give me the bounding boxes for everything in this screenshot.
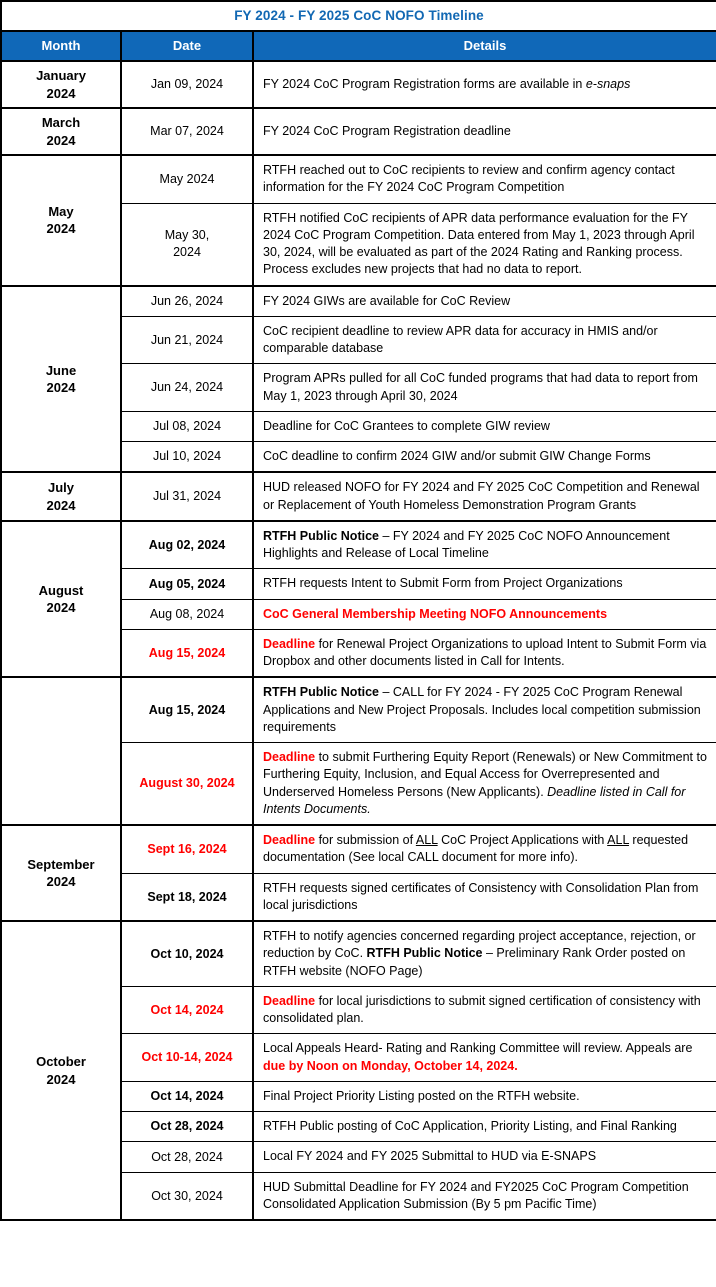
details-cell (253, 286, 716, 317)
date-cell: Aug 08, 2024 (121, 599, 253, 629)
details-text-segment: e-snaps (585, 76, 631, 91)
details-cell (253, 921, 716, 986)
month-cell: January 2024 (1, 61, 121, 108)
page-title: FY 2024 - FY 2025 CoC NOFO Timeline (1, 1, 716, 31)
details-cell (253, 108, 716, 155)
details-text-segment: Local Appeals Heard- Rating and Ranking Committee will review. Appeals are (263, 1041, 693, 1056)
date-cell: Jun 24, 2024 (121, 364, 253, 412)
table-row (1, 61, 716, 108)
date-cell: Oct 14, 2024 (121, 1081, 253, 1111)
details-cell (253, 677, 716, 742)
date-cell: Sept 18, 2024 (121, 873, 253, 921)
details-text-segment: RTFH Public Notice (263, 685, 379, 700)
details-text-segment: RTFH Public posting of CoC Application, Priority Listing, and Final Ranking (263, 1119, 677, 1134)
table-row (1, 155, 716, 203)
details-text-segment: HUD Submittal Deadline for FY 2024 and FY2025 CoC Program Competition Consolidated Application Submission (By 5 pm Pacific Time) (263, 1179, 689, 1211)
details-text-segment: ALL (607, 833, 629, 848)
column-header-date: Date (121, 31, 253, 61)
date-cell: Jun 21, 2024 (121, 316, 253, 364)
details-cell (253, 1172, 716, 1220)
table-row (1, 521, 716, 569)
date-cell: Aug 02, 2024 (121, 521, 253, 569)
date-cell: August 30, 2024 (121, 743, 253, 826)
month-cell: October 2024 (1, 921, 121, 1220)
details-cell (253, 986, 716, 1034)
month-cell: March 2024 (1, 108, 121, 155)
details-text-segment: requested documentation (See local CALL document for more info). (263, 833, 689, 865)
details-text-segment: RTFH notified CoC recipients of APR data performance evaluation for the FY 2024 CoC Program Competition. Data entered from May 1, 2023 through April 30, 2024, will be evaluated as part of the 2024 Rating and Ranking process. Process excludes new projects that had no data to report. (263, 210, 695, 277)
details-cell (253, 442, 716, 473)
table-row (1, 921, 716, 986)
date-cell: May 30, 2024 (121, 203, 253, 286)
details-cell (253, 743, 716, 826)
details-text-segment: CoC deadline to confirm 2024 GIW and/or submit GIW Change Forms (263, 449, 651, 464)
details-text-segment: FY 2024 GIWs are available for CoC Review (263, 293, 511, 308)
details-text-segment: due by Noon on Monday, October 14, 2024. (263, 1058, 518, 1073)
column-header-row (1, 31, 716, 61)
details-text-segment: CoC Project Applications with (437, 833, 608, 848)
date-cell: Oct 30, 2024 (121, 1172, 253, 1220)
details-text-segment: Deadline (263, 993, 316, 1008)
table-row (1, 677, 716, 742)
date-cell: Sept 16, 2024 (121, 825, 253, 873)
details-text-segment: Deadline listed in Call for Intents Documents. (263, 784, 686, 816)
month-cell: May 2024 (1, 155, 121, 286)
details-text-segment: Deadline for CoC Grantees to complete GIW review (263, 418, 550, 433)
date-cell: Jul 08, 2024 (121, 411, 253, 441)
details-cell (253, 1081, 716, 1111)
table-row (1, 472, 716, 521)
date-cell: Jan 09, 2024 (121, 61, 253, 108)
date-cell: May 2024 (121, 155, 253, 203)
details-text-segment: HUD released NOFO for FY 2024 and FY 2025 CoC Competition and Renewal or Replacement of Youth Homeless Demonstration Program Grants (263, 480, 700, 512)
details-text-segment: RTFH requests signed certificates of Consistency with Consolidation Plan from local jurisdictions (263, 880, 699, 912)
table-row (1, 286, 716, 317)
details-text-segment: Final Project Priority Listing posted on the RTFH website. (263, 1088, 580, 1103)
timeline-body (1, 1, 716, 1220)
details-text-segment: RTFH Public Notice (366, 946, 483, 961)
details-cell (253, 1034, 716, 1082)
details-text-segment: Deadline (263, 833, 316, 848)
details-cell (253, 203, 716, 286)
details-cell (253, 521, 716, 569)
details-cell (253, 155, 716, 203)
date-cell: Oct 28, 2024 (121, 1112, 253, 1142)
month-cell: June 2024 (1, 286, 121, 473)
date-cell: Jun 26, 2024 (121, 286, 253, 317)
details-cell (253, 873, 716, 921)
date-cell: Aug 05, 2024 (121, 569, 253, 599)
details-cell (253, 61, 716, 108)
details-cell (253, 825, 716, 873)
details-cell (253, 316, 716, 364)
details-text-segment: Deadline (263, 750, 316, 765)
details-text-segment: Local FY 2024 and FY 2025 Submittal to HUD via E-SNAPS (263, 1149, 597, 1164)
details-text-segment: FY 2024 CoC Program Registration deadline (263, 124, 511, 139)
date-cell: Aug 15, 2024 (121, 629, 253, 677)
details-text-segment: FY 2024 CoC Program Registration forms are available in (263, 76, 586, 91)
details-cell (253, 569, 716, 599)
month-cell: July 2024 (1, 472, 121, 521)
details-text-segment: – FY 2024 and FY 2025 CoC NOFO Announcement Highlights and Release of Local Timeline (263, 528, 670, 561)
details-text-segment: for submission of (315, 833, 416, 848)
column-header-month: Month (1, 31, 121, 61)
table-title-row (1, 1, 716, 31)
details-text-segment: Program APRs pulled for all CoC funded programs that had data to report from May 1, 2023 through April 30, 2024 (263, 371, 698, 403)
details-cell (253, 629, 716, 677)
details-text-segment: for Renewal Project Organizations to upload Intent to Submit Form via Dropbox and other documents listed in Call for Intents. (263, 636, 707, 669)
details-text-segment: ALL (415, 833, 438, 848)
details-text-segment: RTFH to notify agencies concerned regarding project acceptance, rejection, or reduction by CoC. (263, 929, 696, 961)
date-cell: Oct 28, 2024 (121, 1142, 253, 1172)
date-cell: Jul 31, 2024 (121, 472, 253, 521)
details-text-segment: RTFH requests Intent to Submit Form from Project Organizations (263, 576, 623, 591)
details-cell (253, 599, 716, 629)
table-row (1, 825, 716, 873)
details-text-segment: – Preliminary Rank Order posted on RTFH website (NOFO Page) (263, 946, 686, 978)
details-cell (253, 1142, 716, 1172)
details-text-segment: CoC recipient deadline to review APR data for accuracy in HMIS and/or comparable database (263, 323, 658, 356)
details-text-segment: RTFH Public Notice (263, 528, 379, 543)
details-text-segment: to submit Furthering Equity Report (Renewals) or New Commitment to Furthering Equity, Inclusion, and Equal Access for Overrepresented and Underserved Homeless Persons (New Applicants). (263, 750, 707, 799)
details-text-segment: – CALL for FY 2024 - FY 2025 CoC Program Renewal Applications and New Project Proposals. Includes local competition submission requirements (263, 685, 701, 734)
date-cell: Oct 14, 2024 (121, 986, 253, 1034)
date-cell: Oct 10-14, 2024 (121, 1034, 253, 1082)
details-text-segment: for local jurisdictions to submit signed certification of consistency with consolidated plan. (263, 993, 701, 1026)
details-text-segment: Deadline (263, 636, 316, 651)
month-cell: August 2024 (1, 521, 121, 678)
details-cell (253, 364, 716, 412)
date-cell: Mar 07, 2024 (121, 108, 253, 155)
details-cell (253, 411, 716, 441)
column-header-details: Details (253, 31, 716, 61)
date-cell: Jul 10, 2024 (121, 442, 253, 473)
table-row (1, 108, 716, 155)
details-cell (253, 1112, 716, 1142)
date-cell: Oct 10, 2024 (121, 921, 253, 986)
details-cell (253, 472, 716, 521)
date-cell: Aug 15, 2024 (121, 677, 253, 742)
month-cell: September 2024 (1, 825, 121, 921)
month-cell (1, 677, 121, 825)
details-text-segment: RTFH reached out to CoC recipients to review and confirm agency contact information for the FY 2024 CoC Program Competition (263, 163, 675, 195)
details-text-segment: CoC General Membership Meeting NOFO Announcements (263, 606, 608, 621)
